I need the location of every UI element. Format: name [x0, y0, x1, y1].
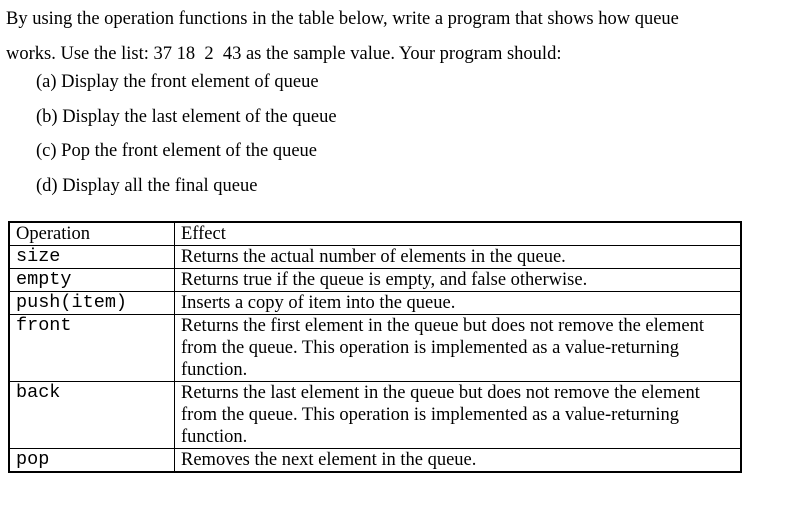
operation-cell: front: [9, 315, 175, 382]
effect-cell: Inserts a copy of item into the queue.: [175, 292, 742, 315]
effect-cell: Returns the first element in the queue but does not remove the element from the queue. This operation is implemented as a value-returning function.: [175, 315, 742, 382]
intro-line-2: works. Use the list: 37 18 2 43 as the sample value. Your program should:: [6, 44, 562, 64]
table-row: [9, 246, 741, 269]
effect-cell: Removes the next element in the queue.: [175, 449, 742, 473]
operations-table: [8, 221, 742, 473]
operation-cell: size: [9, 246, 175, 269]
header-effect: Effect: [175, 222, 742, 246]
table-row: [9, 315, 741, 382]
effect-cell: Returns the actual number of elements in the queue.: [175, 246, 742, 269]
table-header-row: [9, 222, 741, 246]
table-row: [9, 449, 741, 473]
effect-cell: Returns true if the queue is empty, and false otherwise.: [175, 269, 742, 292]
operation-cell: back: [9, 382, 175, 449]
table-row: [9, 269, 741, 292]
effect-cell: Returns the last element in the queue but does not remove the element from the queue. This operation is implemented as a value-returning function.: [175, 382, 742, 449]
intro-paragraph: [6, 2, 790, 72]
table-row: [9, 382, 741, 449]
header-operation: Operation: [9, 222, 175, 246]
requirement-b: (b) Display the last element of the queue: [36, 107, 337, 127]
intro-line-1: By using the operation functions in the table below, write a program that shows how queue: [6, 9, 679, 29]
operation-cell: pop: [9, 449, 175, 473]
requirement-c: (c) Pop the front element of the queue: [36, 141, 317, 161]
requirement-a: (a) Display the front element of queue: [36, 72, 319, 92]
requirement-d: (d) Display all the final queue: [36, 176, 258, 196]
operation-cell: empty: [9, 269, 175, 292]
operation-cell: push(item): [9, 292, 175, 315]
table-row: [9, 292, 741, 315]
